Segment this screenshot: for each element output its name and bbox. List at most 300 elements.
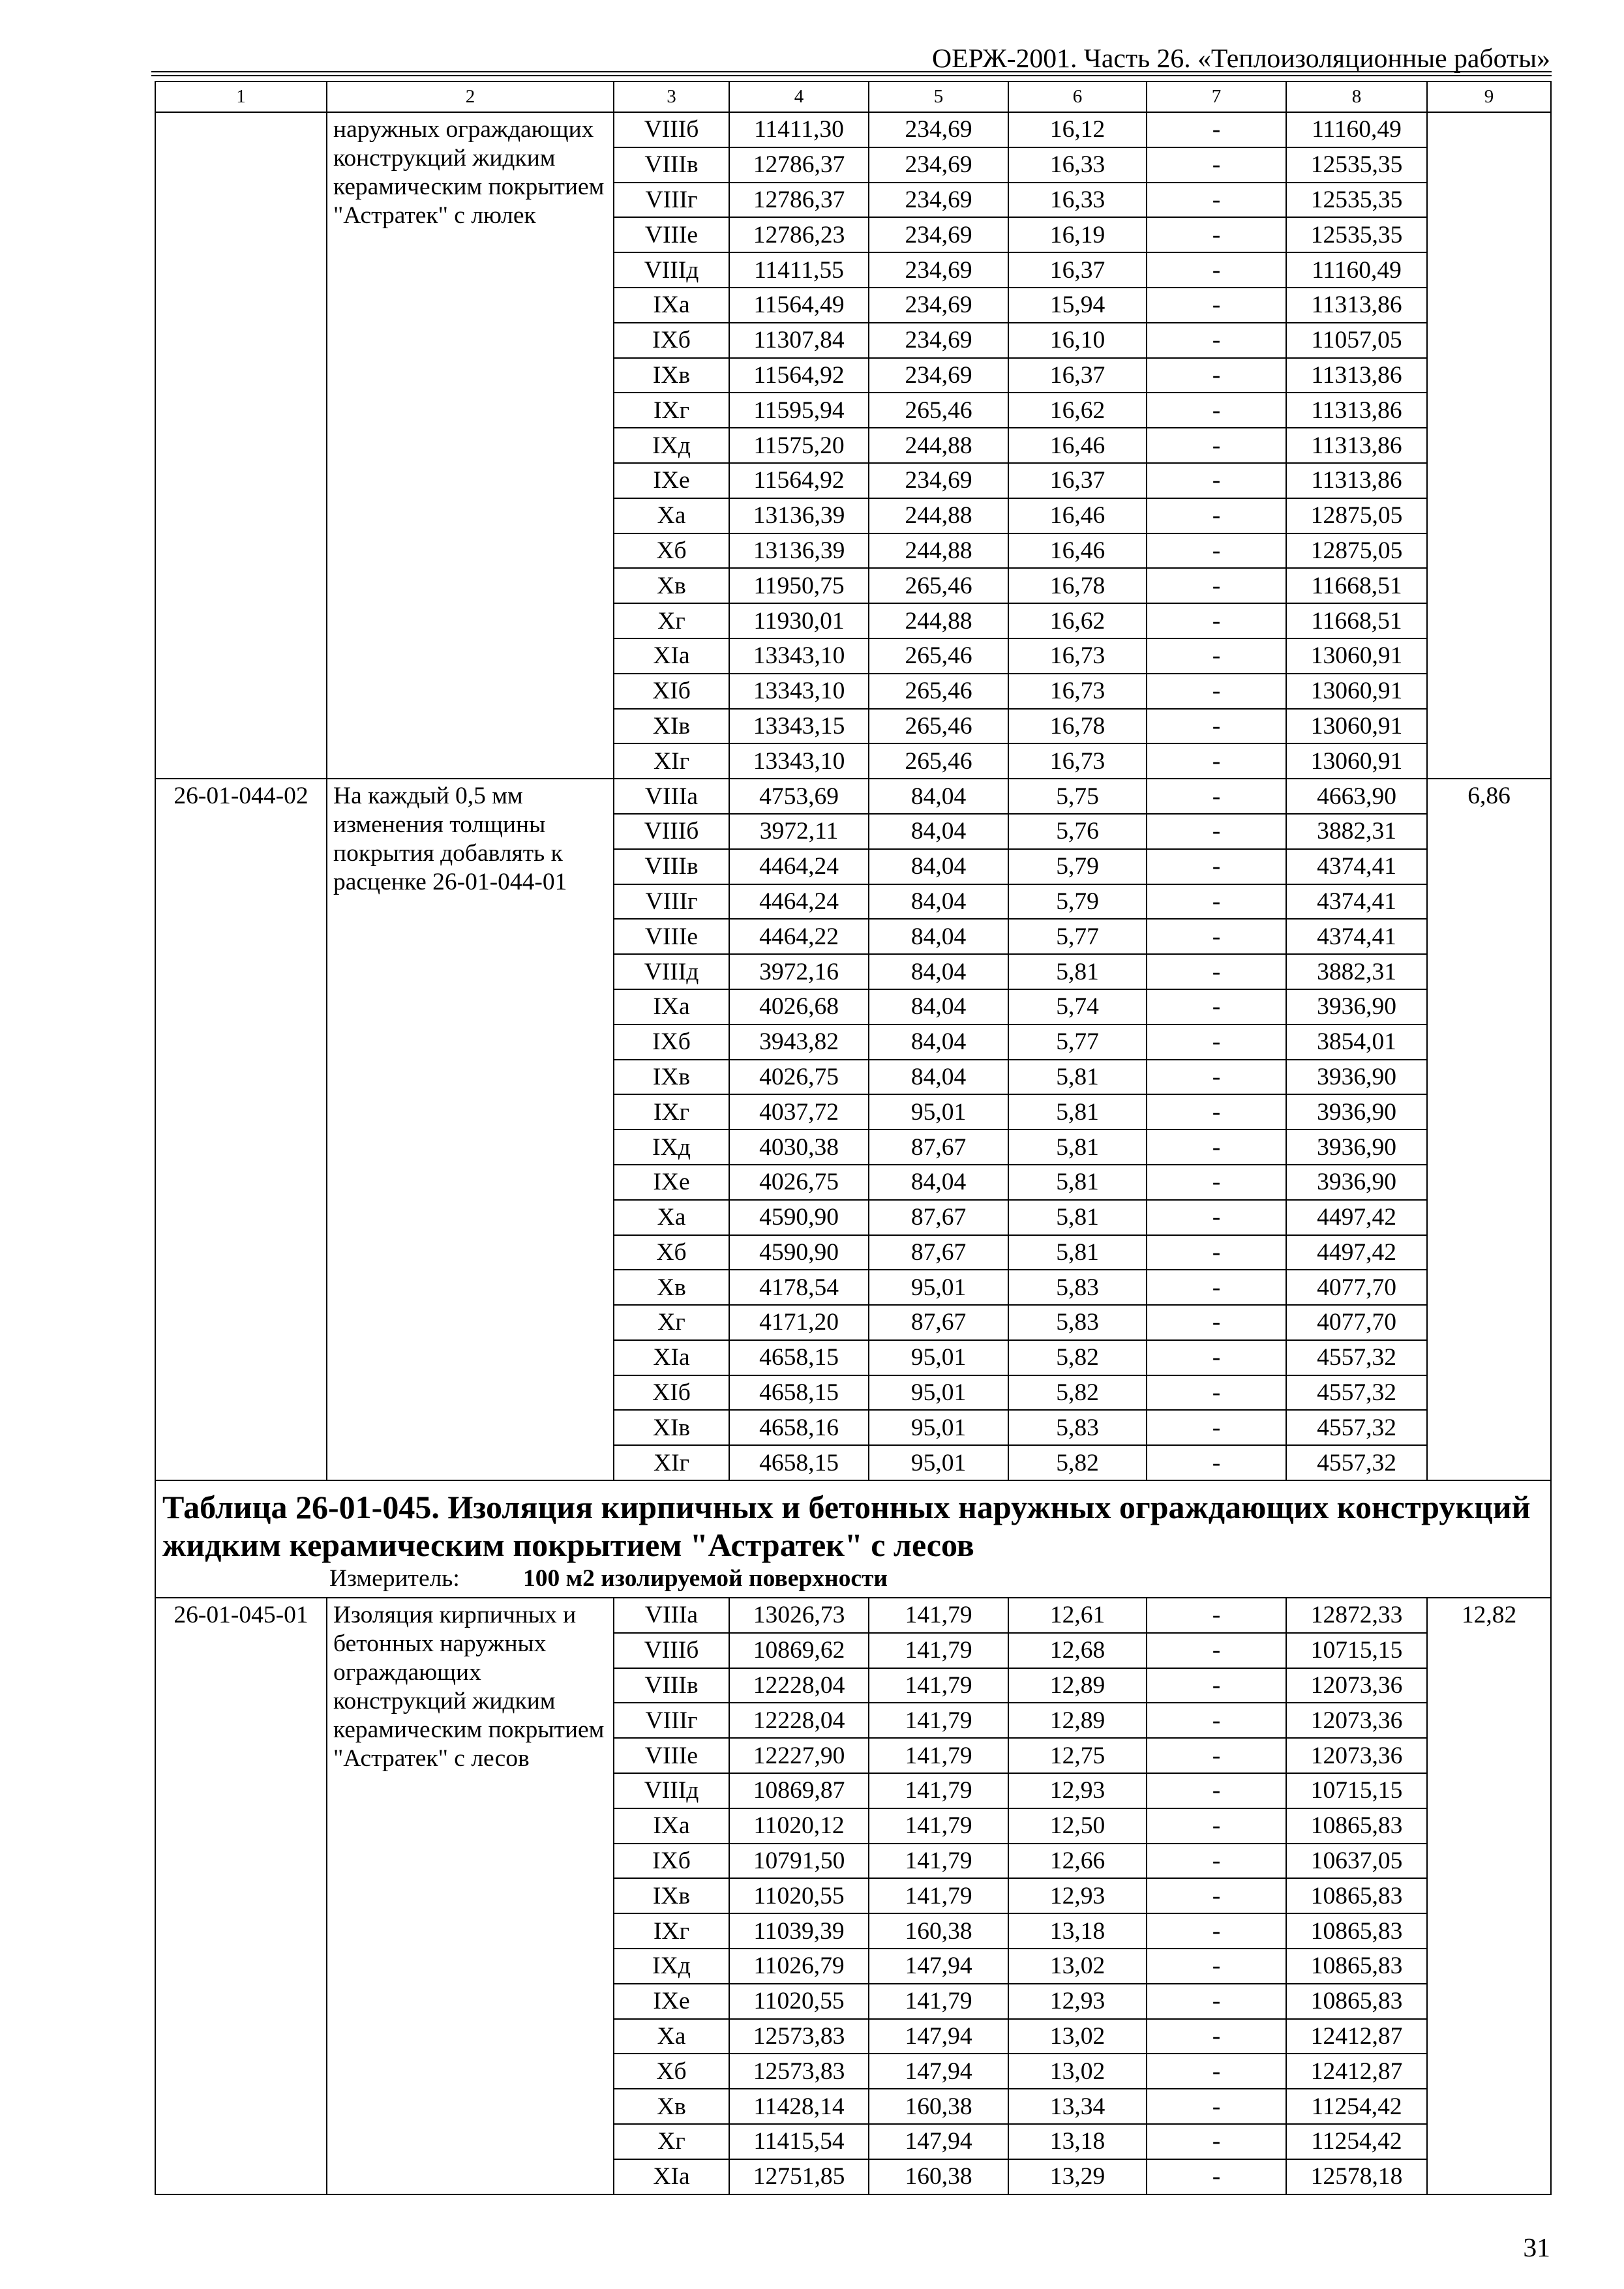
zone-code: IXд xyxy=(614,1949,730,1984)
col8-value: 3936,90 xyxy=(1287,1095,1428,1130)
col6-value: 13,34 xyxy=(1009,2089,1147,2125)
col4-value: 10869,87 xyxy=(730,1774,869,1809)
col5-value: 95,01 xyxy=(869,1446,1009,1481)
column-number: 6 xyxy=(1009,82,1147,113)
col4-value: 13343,15 xyxy=(730,710,869,745)
col8-value: 12073,36 xyxy=(1287,1703,1428,1739)
col6-value: 16,73 xyxy=(1009,744,1147,779)
col4-value: 4026,75 xyxy=(730,1165,869,1201)
zone-code: IXв xyxy=(614,359,730,394)
col4-value: 3972,16 xyxy=(730,955,869,990)
col6-value: 13,29 xyxy=(1009,2160,1147,2195)
col7-value: - xyxy=(1147,1879,1287,1914)
col6-value: 16,33 xyxy=(1009,183,1147,218)
col4-value: 4037,72 xyxy=(730,1095,869,1130)
col4-value: 4464,24 xyxy=(730,885,869,920)
col7-value: - xyxy=(1147,2160,1287,2195)
col6-value: 12,93 xyxy=(1009,1984,1147,2020)
col4-value: 11564,49 xyxy=(730,288,869,323)
col8-value: 11668,51 xyxy=(1287,569,1428,604)
col6-value: 16,37 xyxy=(1009,359,1147,394)
col6-value: 16,62 xyxy=(1009,393,1147,428)
col5-value: 265,46 xyxy=(869,674,1009,710)
col8-value: 4497,42 xyxy=(1287,1201,1428,1236)
col4-value: 11026,79 xyxy=(730,1949,869,1984)
col7-value: - xyxy=(1147,1598,1287,1634)
col8-value: 4374,41 xyxy=(1287,885,1428,920)
col4-value: 11564,92 xyxy=(730,359,869,394)
col7-value: - xyxy=(1147,1914,1287,1949)
col7-value: - xyxy=(1147,113,1287,148)
rate-description: На каждый 0,5 мм изменения толщины покрытия добавлять к расценке 26-01-044-01 xyxy=(327,779,614,1481)
col8-value: 11313,86 xyxy=(1287,359,1428,394)
col5-value: 141,79 xyxy=(869,1598,1009,1634)
col5-value: 95,01 xyxy=(869,1270,1009,1306)
col4-value: 11428,14 xyxy=(730,2089,869,2125)
col6-value: 13,02 xyxy=(1009,2020,1147,2055)
zone-code: VIIIа xyxy=(614,779,730,815)
zone-code: IXе xyxy=(614,464,730,499)
col6-value: 5,81 xyxy=(1009,1236,1147,1271)
measure-label: Измеритель: xyxy=(329,1565,460,1593)
col8-value: 13060,91 xyxy=(1287,744,1428,779)
col7-value: - xyxy=(1147,1130,1287,1165)
col5-value: 84,04 xyxy=(869,1165,1009,1201)
col8-value: 12875,05 xyxy=(1287,499,1428,534)
col6-value: 5,74 xyxy=(1009,990,1147,1025)
col7-value: - xyxy=(1147,990,1287,1025)
zone-code: VIIIв xyxy=(614,1669,730,1704)
col7-value: - xyxy=(1147,393,1287,428)
col6-value: 13,18 xyxy=(1009,1914,1147,1949)
col7-value: - xyxy=(1147,464,1287,499)
zone-code: IXг xyxy=(614,393,730,428)
col4-value: 11020,55 xyxy=(730,1984,869,2020)
col6-value: 5,81 xyxy=(1009,1165,1147,1201)
col5-value: 84,04 xyxy=(869,1060,1009,1096)
col7-value: - xyxy=(1147,569,1287,604)
col7-value: - xyxy=(1147,1774,1287,1809)
col6-value: 12,75 xyxy=(1009,1739,1147,1774)
col6-value: 5,79 xyxy=(1009,885,1147,920)
col7-value: - xyxy=(1147,639,1287,674)
col6-value: 12,68 xyxy=(1009,1634,1147,1669)
col8-value: 4663,90 xyxy=(1287,779,1428,815)
zone-code: XIа xyxy=(614,639,730,674)
col8-value: 11313,86 xyxy=(1287,393,1428,428)
col6-value: 5,83 xyxy=(1009,1411,1147,1446)
col5-value: 244,88 xyxy=(869,499,1009,534)
zone-code: Xа xyxy=(614,1201,730,1236)
col8-value: 4497,42 xyxy=(1287,1236,1428,1271)
col4-value: 12573,83 xyxy=(730,2020,869,2055)
zone-code: Xа xyxy=(614,2020,730,2055)
rate-code: 26-01-045-01 xyxy=(156,1598,327,2195)
col8-value: 3936,90 xyxy=(1287,990,1428,1025)
zone-code: Xб xyxy=(614,1236,730,1271)
col7-value: - xyxy=(1147,1844,1287,1879)
col5-value: 234,69 xyxy=(869,148,1009,183)
col6-value: 5,83 xyxy=(1009,1270,1147,1306)
col5-value: 84,04 xyxy=(869,779,1009,815)
col7-value: - xyxy=(1147,2089,1287,2125)
col6-value: 16,78 xyxy=(1009,710,1147,745)
zone-code: IXв xyxy=(614,1060,730,1096)
zone-code: Xг xyxy=(614,2125,730,2160)
table-title: Таблица 26-01-045. Изоляция кирпичных и бетонных наружных ограждающих конструкций жидким керамическим покрытием "Астратек" с лесов xyxy=(162,1489,1531,1564)
col8-value: 3882,31 xyxy=(1287,815,1428,850)
zone-code: Xг xyxy=(614,1306,730,1341)
col9-value xyxy=(1428,113,1552,779)
page-number: 31 xyxy=(1523,2233,1550,2263)
col6-value: 5,81 xyxy=(1009,1130,1147,1165)
zone-code: VIIIб xyxy=(614,1634,730,1669)
col6-value: 16,33 xyxy=(1009,148,1147,183)
col5-value: 234,69 xyxy=(869,464,1009,499)
zone-code: Xв xyxy=(614,569,730,604)
col4-value: 11411,55 xyxy=(730,253,869,288)
col8-value: 4077,70 xyxy=(1287,1306,1428,1341)
col4-value: 11411,30 xyxy=(730,113,869,148)
col5-value: 84,04 xyxy=(869,850,1009,885)
zone-code: XIг xyxy=(614,744,730,779)
col7-value: - xyxy=(1147,710,1287,745)
col6-value: 12,93 xyxy=(1009,1774,1147,1809)
col4-value: 4658,15 xyxy=(730,1376,869,1411)
col4-value: 4658,16 xyxy=(730,1411,869,1446)
col7-value: - xyxy=(1147,779,1287,815)
col4-value: 4178,54 xyxy=(730,1270,869,1306)
rates-table xyxy=(155,81,1552,2195)
col4-value: 11595,94 xyxy=(730,393,869,428)
col6-value: 5,76 xyxy=(1009,815,1147,850)
col4-value: 13136,39 xyxy=(730,499,869,534)
col8-value: 12535,35 xyxy=(1287,183,1428,218)
table-title-block xyxy=(156,1481,1552,1598)
col4-value: 4030,38 xyxy=(730,1130,869,1165)
col8-value: 10715,15 xyxy=(1287,1634,1428,1669)
col7-value: - xyxy=(1147,604,1287,639)
col6-value: 5,82 xyxy=(1009,1341,1147,1376)
col4-value: 10869,62 xyxy=(730,1634,869,1669)
col6-value: 12,66 xyxy=(1009,1844,1147,1879)
zone-code: IXа xyxy=(614,990,730,1025)
col7-value: - xyxy=(1147,148,1287,183)
col4-value: 11575,20 xyxy=(730,428,869,464)
header-double-rule xyxy=(151,71,1552,76)
col8-value: 12073,36 xyxy=(1287,1669,1428,1704)
col6-value: 5,81 xyxy=(1009,1060,1147,1096)
col7-value: - xyxy=(1147,1376,1287,1411)
column-number: 3 xyxy=(614,82,730,113)
col4-value: 11564,92 xyxy=(730,464,869,499)
col5-value: 141,79 xyxy=(869,1774,1009,1809)
col7-value: - xyxy=(1147,1095,1287,1130)
zone-code: IXа xyxy=(614,1809,730,1844)
zone-code: IXб xyxy=(614,1025,730,1060)
col7-value: - xyxy=(1147,183,1287,218)
col8-value: 10865,83 xyxy=(1287,1879,1428,1914)
col7-value: - xyxy=(1147,1306,1287,1341)
col5-value: 234,69 xyxy=(869,183,1009,218)
zone-code: IXг xyxy=(614,1095,730,1130)
col8-value: 10865,83 xyxy=(1287,1984,1428,2020)
col6-value: 5,75 xyxy=(1009,779,1147,815)
col5-value: 95,01 xyxy=(869,1095,1009,1130)
zone-code: IXб xyxy=(614,1844,730,1879)
col8-value: 13060,91 xyxy=(1287,639,1428,674)
col8-value: 12073,36 xyxy=(1287,1739,1428,1774)
col7-value: - xyxy=(1147,1739,1287,1774)
rate-code: 26-01-044-02 xyxy=(156,779,327,1481)
col6-value: 12,50 xyxy=(1009,1809,1147,1844)
col7-value: - xyxy=(1147,1201,1287,1236)
col5-value: 147,94 xyxy=(869,1949,1009,1984)
col8-value: 12412,87 xyxy=(1287,2020,1428,2055)
zone-code: XIг xyxy=(614,1446,730,1481)
col4-value: 4753,69 xyxy=(730,779,869,815)
col5-value: 95,01 xyxy=(869,1376,1009,1411)
col7-value: - xyxy=(1147,955,1287,990)
zone-code: VIIIг xyxy=(614,885,730,920)
col6-value: 5,81 xyxy=(1009,955,1147,990)
col8-value: 3882,31 xyxy=(1287,955,1428,990)
col6-value: 5,77 xyxy=(1009,920,1147,955)
col7-value: - xyxy=(1147,1165,1287,1201)
col6-value: 16,10 xyxy=(1009,323,1147,359)
col5-value: 87,67 xyxy=(869,1130,1009,1165)
col4-value: 11307,84 xyxy=(730,323,869,359)
col6-value: 16,62 xyxy=(1009,604,1147,639)
col6-value: 16,78 xyxy=(1009,569,1147,604)
col5-value: 84,04 xyxy=(869,955,1009,990)
col7-value: - xyxy=(1147,815,1287,850)
col6-value: 5,81 xyxy=(1009,1095,1147,1130)
zone-code: Xа xyxy=(614,499,730,534)
zone-code: IXв xyxy=(614,1879,730,1914)
col4-value: 13343,10 xyxy=(730,674,869,710)
col4-value: 11415,54 xyxy=(730,2125,869,2160)
col7-value: - xyxy=(1147,2020,1287,2055)
col7-value: - xyxy=(1147,253,1287,288)
col8-value: 10715,15 xyxy=(1287,1774,1428,1809)
col5-value: 234,69 xyxy=(869,323,1009,359)
col8-value: 12872,33 xyxy=(1287,1598,1428,1634)
col6-value: 12,89 xyxy=(1009,1703,1147,1739)
col4-value: 12573,83 xyxy=(730,2054,869,2089)
zone-code: XIв xyxy=(614,710,730,745)
col6-value: 12,93 xyxy=(1009,1879,1147,1914)
col4-value: 3972,11 xyxy=(730,815,869,850)
col4-value: 11020,55 xyxy=(730,1879,869,1914)
col8-value: 3936,90 xyxy=(1287,1060,1428,1096)
col5-value: 84,04 xyxy=(869,920,1009,955)
col7-value: - xyxy=(1147,1411,1287,1446)
col8-value: 11313,86 xyxy=(1287,428,1428,464)
column-number: 4 xyxy=(730,82,869,113)
col4-value: 11950,75 xyxy=(730,569,869,604)
col9-value: 6,86 xyxy=(1428,779,1552,1481)
col5-value: 147,94 xyxy=(869,2020,1009,2055)
col7-value: - xyxy=(1147,534,1287,569)
col5-value: 141,79 xyxy=(869,1634,1009,1669)
col4-value: 3943,82 xyxy=(730,1025,869,1060)
zone-code: VIIIа xyxy=(614,1598,730,1634)
col4-value: 12786,37 xyxy=(730,183,869,218)
col7-value: - xyxy=(1147,1341,1287,1376)
column-number: 5 xyxy=(869,82,1009,113)
col5-value: 234,69 xyxy=(869,253,1009,288)
col4-value: 4464,22 xyxy=(730,920,869,955)
zone-code: VIIIб xyxy=(614,815,730,850)
zone-code: XIб xyxy=(614,1376,730,1411)
col8-value: 4374,41 xyxy=(1287,920,1428,955)
col7-value: - xyxy=(1147,1634,1287,1669)
col7-value: - xyxy=(1147,885,1287,920)
col6-value: 16,12 xyxy=(1009,113,1147,148)
col7-value: - xyxy=(1147,323,1287,359)
col8-value: 12412,87 xyxy=(1287,2054,1428,2089)
col6-value: 16,46 xyxy=(1009,534,1147,569)
col5-value: 84,04 xyxy=(869,815,1009,850)
col5-value: 147,94 xyxy=(869,2054,1009,2089)
col8-value: 10637,05 xyxy=(1287,1844,1428,1879)
rate-description: Изоляция кирпичных и бетонных наружных ограждающих конструкций жидким керамическим покрытием "Астратек" с лесов xyxy=(327,1598,614,2195)
col5-value: 147,94 xyxy=(869,2125,1009,2160)
col5-value: 265,46 xyxy=(869,569,1009,604)
col6-value: 5,82 xyxy=(1009,1376,1147,1411)
col8-value: 11160,49 xyxy=(1287,253,1428,288)
zone-code: IXб xyxy=(614,323,730,359)
zone-code: IXг xyxy=(614,1914,730,1949)
rate-code xyxy=(156,113,327,779)
col5-value: 265,46 xyxy=(869,710,1009,745)
col8-value: 10865,83 xyxy=(1287,1809,1428,1844)
col6-value: 5,79 xyxy=(1009,850,1147,885)
col4-value: 13026,73 xyxy=(730,1598,869,1634)
col8-value: 4557,32 xyxy=(1287,1341,1428,1376)
col8-value: 12535,35 xyxy=(1287,148,1428,183)
col7-value: - xyxy=(1147,744,1287,779)
col5-value: 141,79 xyxy=(869,1879,1009,1914)
zone-code: VIIIв xyxy=(614,148,730,183)
col4-value: 10791,50 xyxy=(730,1844,869,1879)
col7-value: - xyxy=(1147,920,1287,955)
col5-value: 234,69 xyxy=(869,359,1009,394)
col4-value: 12228,04 xyxy=(730,1703,869,1739)
zone-code: XIа xyxy=(614,2160,730,2195)
zone-code: Xб xyxy=(614,534,730,569)
col5-value: 141,79 xyxy=(869,1984,1009,2020)
col6-value: 12,61 xyxy=(1009,1598,1147,1634)
rate-description: наружных ограждающих конструкций жидким керамическим покрытием "Астратек" с люлек xyxy=(327,113,614,779)
col8-value: 11160,49 xyxy=(1287,113,1428,148)
col6-value: 16,37 xyxy=(1009,253,1147,288)
col8-value: 10865,83 xyxy=(1287,1914,1428,1949)
col7-value: - xyxy=(1147,850,1287,885)
col4-value: 13343,10 xyxy=(730,639,869,674)
col5-value: 87,67 xyxy=(869,1306,1009,1341)
col6-value: 5,83 xyxy=(1009,1306,1147,1341)
col5-value: 141,79 xyxy=(869,1809,1009,1844)
col8-value: 4557,32 xyxy=(1287,1446,1428,1481)
col6-value: 5,77 xyxy=(1009,1025,1147,1060)
col6-value: 16,46 xyxy=(1009,428,1147,464)
measure-value: 100 м2 изолируемой поверхности xyxy=(523,1565,888,1593)
col4-value: 13136,39 xyxy=(730,534,869,569)
column-number: 7 xyxy=(1147,82,1287,113)
col4-value: 12751,85 xyxy=(730,2160,869,2195)
col8-value: 4374,41 xyxy=(1287,850,1428,885)
col5-value: 84,04 xyxy=(869,990,1009,1025)
col4-value: 4658,15 xyxy=(730,1341,869,1376)
col8-value: 11313,86 xyxy=(1287,288,1428,323)
col6-value: 16,37 xyxy=(1009,464,1147,499)
zone-code: Xв xyxy=(614,1270,730,1306)
col7-value: - xyxy=(1147,1949,1287,1984)
running-header: ОЕРЖ-2001. Часть 26. «Теплоизоляционные работы» xyxy=(932,44,1550,74)
zone-code: IXд xyxy=(614,428,730,464)
col5-value: 160,38 xyxy=(869,1914,1009,1949)
col8-value: 11313,86 xyxy=(1287,464,1428,499)
col4-value: 12227,90 xyxy=(730,1739,869,1774)
col8-value: 4557,32 xyxy=(1287,1411,1428,1446)
col8-value: 12535,35 xyxy=(1287,218,1428,253)
col4-value: 4026,68 xyxy=(730,990,869,1025)
col7-value: - xyxy=(1147,359,1287,394)
col6-value: 5,82 xyxy=(1009,1446,1147,1481)
col8-value: 13060,91 xyxy=(1287,710,1428,745)
col6-value: 15,94 xyxy=(1009,288,1147,323)
zone-code: VIIIв xyxy=(614,850,730,885)
zone-code: VIIIг xyxy=(614,183,730,218)
col8-value: 11057,05 xyxy=(1287,323,1428,359)
col8-value: 11254,42 xyxy=(1287,2125,1428,2160)
zone-code: VIIIд xyxy=(614,1774,730,1809)
zone-code: IXе xyxy=(614,1165,730,1201)
col8-value: 4557,32 xyxy=(1287,1376,1428,1411)
col4-value: 4026,75 xyxy=(730,1060,869,1096)
col5-value: 160,38 xyxy=(869,2089,1009,2125)
measure-line xyxy=(162,1564,1550,1594)
col7-value: - xyxy=(1147,1236,1287,1271)
col5-value: 84,04 xyxy=(869,1025,1009,1060)
col6-value: 16,46 xyxy=(1009,499,1147,534)
zone-code: XIв xyxy=(614,1411,730,1446)
col4-value: 4590,90 xyxy=(730,1201,869,1236)
col4-value: 11039,39 xyxy=(730,1914,869,1949)
col7-value: - xyxy=(1147,2125,1287,2160)
zone-code: VIIIе xyxy=(614,1739,730,1774)
col7-value: - xyxy=(1147,499,1287,534)
col5-value: 141,79 xyxy=(869,1703,1009,1739)
col4-value: 12228,04 xyxy=(730,1669,869,1704)
col7-value: - xyxy=(1147,1703,1287,1739)
col8-value: 12875,05 xyxy=(1287,534,1428,569)
zone-code: Xг xyxy=(614,604,730,639)
col7-value: - xyxy=(1147,1025,1287,1060)
column-number: 9 xyxy=(1428,82,1552,113)
col7-value: - xyxy=(1147,1669,1287,1704)
col4-value: 4171,20 xyxy=(730,1306,869,1341)
col5-value: 95,01 xyxy=(869,1341,1009,1376)
col5-value: 234,69 xyxy=(869,288,1009,323)
col4-value: 12786,23 xyxy=(730,218,869,253)
col7-value: - xyxy=(1147,218,1287,253)
col6-value: 16,73 xyxy=(1009,639,1147,674)
col8-value: 13060,91 xyxy=(1287,674,1428,710)
col5-value: 265,46 xyxy=(869,744,1009,779)
